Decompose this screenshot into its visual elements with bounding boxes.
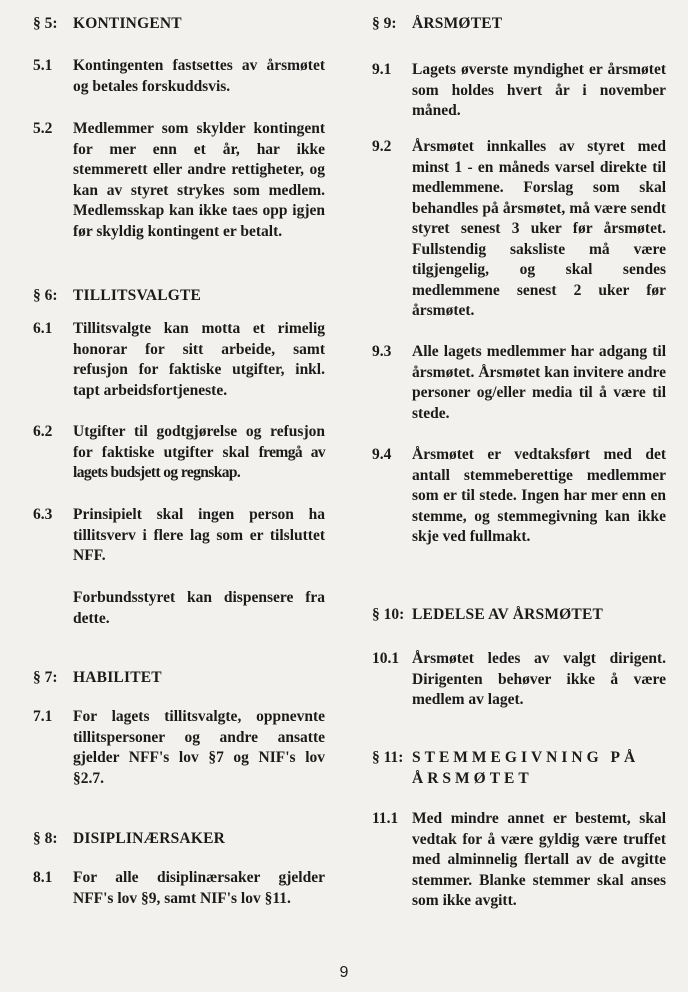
paragraph-9-1 bbox=[372, 60, 666, 122]
section-title: ÅRSMØTET bbox=[412, 15, 503, 32]
paragraph-number: 9.3 bbox=[372, 343, 392, 360]
section-10-heading bbox=[372, 605, 666, 626]
section-8-heading bbox=[33, 829, 325, 850]
paragraph-text bbox=[73, 422, 325, 484]
paragraph-8-1 bbox=[33, 868, 325, 909]
paragraph-9-3 bbox=[372, 342, 666, 424]
paragraph-6-3 bbox=[33, 505, 325, 567]
section-title: KONTINGENT bbox=[73, 15, 182, 32]
paragraph-text: Prinsipielt skal ingen person ha tillitsverv i flere lag som er tilsluttet NFF. bbox=[73, 506, 325, 564]
paragraph-text: For alle disiplinærsaker gjelder NFF's lov §9, samt NIF's lov §11. bbox=[73, 869, 325, 907]
paragraph-9-4 bbox=[372, 445, 666, 548]
section-title: LEDELSE AV ÅRSMØTET bbox=[412, 606, 604, 623]
paragraph-text: Lagets øverste myndighet er årsmøtet som holdes hvert år i november måned. bbox=[412, 61, 666, 119]
section-number: § 6: bbox=[33, 287, 58, 304]
paragraph-number: 8.1 bbox=[33, 869, 53, 886]
paragraph-6-1 bbox=[33, 319, 325, 401]
page-number: 9 bbox=[339, 964, 349, 981]
section-title: DISIPLINÆRSAKER bbox=[73, 830, 226, 847]
section-7-heading bbox=[33, 668, 325, 689]
paragraph-number: 5.1 bbox=[33, 57, 53, 74]
section-11-heading bbox=[372, 748, 666, 789]
section-6-heading bbox=[33, 286, 325, 307]
paragraph-text: Kontingenten fastsettes av årsmøtet og betales forskuddsvis. bbox=[73, 57, 325, 95]
paragraph-10-1 bbox=[372, 649, 666, 711]
paragraph-number: 9.2 bbox=[372, 138, 392, 155]
section-number: § 10: bbox=[372, 606, 405, 623]
paragraph-text: Med mindre annet er bestemt, skal vedtak for å være gyldig være truffet med alminnelig flertall av de avgitte stemmer. Blanke stemmer skal anses som ikke avgitt. bbox=[412, 810, 666, 909]
paragraph-number: 6.2 bbox=[33, 423, 53, 440]
paragraph-text: Forbundsstyret kan dispensere fra dette. bbox=[73, 589, 325, 627]
paragraph-text: Årsmøtet innkalles av styret med minst 1 - en måneds varsel direkte til medlemmene. Forslag som skal behandles på årsmøtet, må være sendt styret senest 3 uker før årsmøtet. Fullstendig saksliste må være tilgjengelig, og skal sendes medlemmene senest 2 uker før årsmøtet. bbox=[412, 138, 666, 319]
section-number: § 11: bbox=[372, 749, 404, 766]
section-number: § 8: bbox=[33, 830, 58, 847]
paragraph-number: 9.4 bbox=[372, 446, 392, 463]
paragraph-text: Alle lagets medlemmer har adgang til årsmøtet. Årsmøtet kan invitere andre personer og/eller media til å være til stede. bbox=[412, 343, 666, 422]
paragraph-text-condensed: fremgå av lagets budsjett og regnskap. bbox=[73, 443, 326, 481]
paragraph-11-1 bbox=[372, 809, 666, 912]
paragraph-text: Tillitsvalgte kan motta et rimelig honorar for sitt arbeide, samt refusjon for faktiske utgifter, inkl. tapt arbeidsfortjeneste. bbox=[73, 320, 325, 399]
paragraph-number: 6.1 bbox=[33, 320, 53, 337]
paragraph-number: 9.1 bbox=[372, 61, 392, 78]
paragraph-6-2 bbox=[33, 422, 325, 484]
paragraph-text: Årsmøtet er vedtaksført med det antall stemmeberettige medlemmer som er til stede. Ingen har mer enn en stemme, og stemmegivning kan ikke skje ved fullmakt. bbox=[412, 446, 666, 545]
paragraph-number: 11.1 bbox=[372, 810, 399, 827]
section-5-heading bbox=[33, 14, 325, 35]
paragraph-6-3-continued bbox=[33, 588, 325, 629]
paragraph-number: 5.2 bbox=[33, 120, 53, 137]
paragraph-text: Medlemmer som skylder kontingent for mer enn et år, har ikke stemmerett eller andre rettigheter, og kan av styret strykes som medlem. Medlemsskap kan ikke taes opp igjen før skyldig kontingent er betalt. bbox=[73, 120, 325, 240]
section-9-heading bbox=[372, 14, 666, 35]
paragraph-number: 6.3 bbox=[33, 506, 53, 523]
paragraph-5-2 bbox=[33, 119, 325, 242]
section-number: § 7: bbox=[33, 669, 58, 686]
paragraph-9-2 bbox=[372, 137, 666, 322]
paragraph-text-part: Utgifter til godtgjørelse og refusjon for faktiske utgifter skal bbox=[73, 423, 325, 461]
paragraph-text: Årsmøtet ledes av valgt dirigent. Dirigenten behøver ikke å være medlem av laget. bbox=[412, 650, 666, 708]
paragraph-number: 7.1 bbox=[33, 708, 53, 725]
section-title: STEMMEGIVNING PÅ ÅRSMØTET bbox=[412, 749, 640, 787]
paragraph-text: For lagets tillitsvalgte, oppnevnte tillitspersoner og andre ansatte gjelder NFF's lov §7 og NIF's lov §2.7. bbox=[73, 708, 325, 787]
section-number: § 5: bbox=[33, 15, 58, 32]
section-title: HABILITET bbox=[73, 669, 162, 686]
paragraph-number: 10.1 bbox=[372, 650, 400, 667]
section-number: § 9: bbox=[372, 15, 397, 32]
paragraph-5-1 bbox=[33, 56, 325, 97]
section-title: TILLITSVALGTE bbox=[73, 287, 202, 304]
paragraph-7-1 bbox=[33, 707, 325, 789]
